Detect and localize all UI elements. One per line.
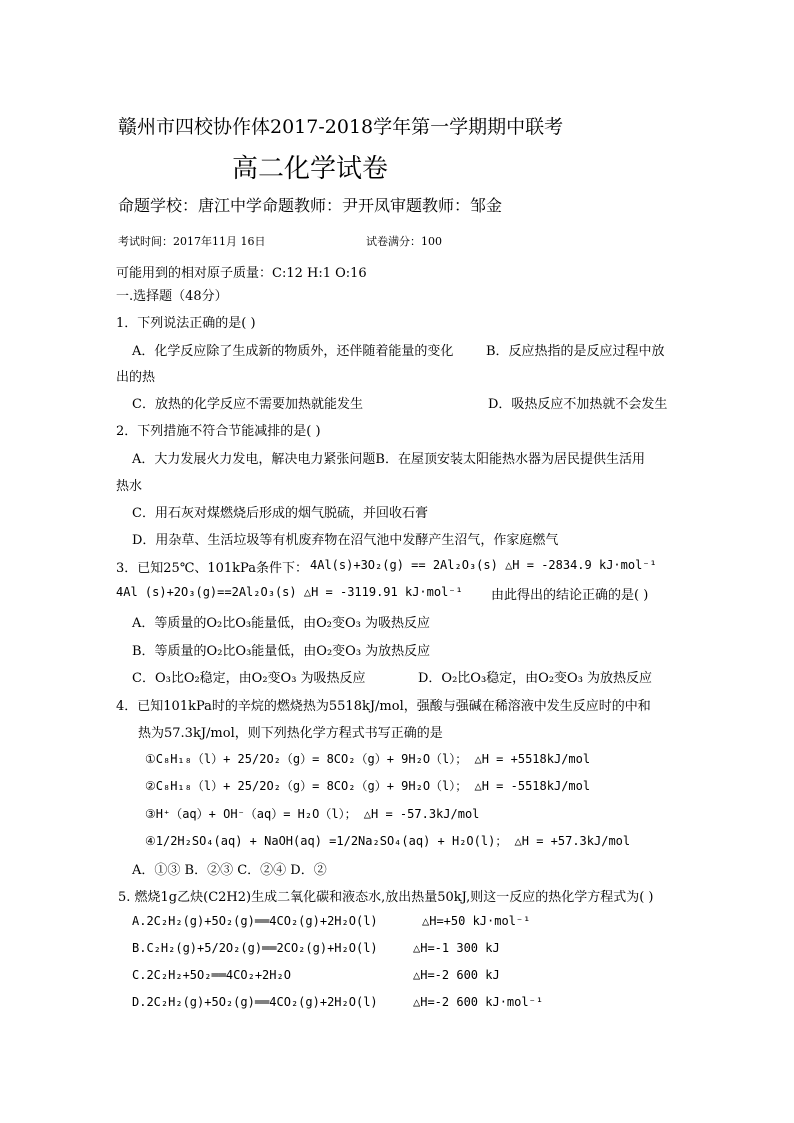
q4-equation-1: ①C₈H₁₈（l）+ 25/2O₂（g）= 8CO₂（g）+ 9H₂O（l）； △H = +5518kJ/mol <box>145 752 591 766</box>
q1-option-a: A．化学反应除了生成新的物质外，还伴随着能量的变化 <box>132 344 454 359</box>
exam-time: 考试时间：2017年11月 16日 <box>118 235 266 248</box>
q3-option-b: B．等质量的O₂比O₃能量低，由O₂变O₃ 为放热反应 <box>132 644 431 659</box>
q4-stem: 4．已知101kPa时的辛烷的燃烧热为5518kJ/mol，强酸与强碱在稀溶液中发生反应时的中和 <box>116 699 651 714</box>
full-score: 试卷满分：100 <box>366 235 442 248</box>
q5-stem: 5. 燃烧1g乙炔(C2H2)生成二氧化碳和液态水,放出热量50kJ,则这一反应的热化学方程式为( ) <box>118 890 654 905</box>
q5-option-a-enthalpy: △H=+50 kJ·mol⁻¹ <box>422 914 531 928</box>
q4-choices: A．①③ B．②③ C．②④ D．② <box>132 863 327 878</box>
q3-option-d: D．O₂比O₃稳定，由O₂变O₃ 为放热反应 <box>418 671 653 686</box>
q5-option-c-enthalpy: △H=-2 600 kJ <box>413 968 500 982</box>
q1-option-b: B．反应热指的是反应过程中放 <box>486 344 665 359</box>
section-heading: 一.选择题（48分） <box>116 289 228 304</box>
q3-equation-2: 4Al (s)+2O₃(g)==2Al₂O₃(s) △H = -3119.91 kJ·mol⁻¹ <box>116 585 463 599</box>
q2-option-d: D．用杂草、生活垃圾等有机废弃物在沼气池中发酵产生沼气，作家庭燃气 <box>132 533 559 548</box>
q3-stem-suffix: 由此得出的结论正确的是( ) <box>491 588 649 603</box>
q1-option-c: C．放热的化学反应不需要加热就能发生 <box>132 397 363 412</box>
exam-authors: 命题学校：唐江中学命题教师：尹开凤审题教师：邹金 <box>118 196 503 215</box>
q2-option-a: A．大力发展火力发电，解决电力紧张问题B．在屋顶安装太阳能热水器为居民提供生活用 <box>132 452 645 467</box>
q2-option-a-cont: 热水 <box>116 479 143 494</box>
q5-option-d-enthalpy: △H=-2 600 kJ·mol⁻¹ <box>413 995 544 1009</box>
q4-stem-cont: 热为57.3kJ/mol，则下列热化学方程式书写正确的是 <box>138 726 443 741</box>
q3-equation-1: 4Al(s)+3O₂(g) == 2Al₂O₃(s) △H = -2834.9 kJ·mol⁻¹ <box>310 558 657 572</box>
exam-title-line2: 高二化学试卷 <box>232 154 389 184</box>
atomic-mass-note: 可能用到的相对原子质量：C:12 H:1 O:16 <box>116 266 367 281</box>
q2-option-c: C．用石灰对煤燃烧后形成的烟气脱硫，并回收石膏 <box>132 506 428 521</box>
q1-option-b-cont: 出的热 <box>116 370 156 385</box>
q5-option-c-equation: C.2C₂H₂+5O₂══4CO₂+2H₂O <box>132 968 291 982</box>
q1-stem: 1．下列说法正确的是( ) <box>116 316 256 331</box>
exam-title-line1: 赣州市四校协作体2017-2018学年第一学期期中联考 <box>118 116 564 138</box>
q4-equation-2: ②C₈H₁₈（l）+ 25/2O₂（g）= 8CO₂（g）+ 9H₂O（l）； △H = -5518kJ/mol <box>145 779 591 793</box>
q1-option-d: D．吸热反应不加热就不会发生 <box>488 397 668 412</box>
q3-option-c: C．O₃比O₂稳定，由O₂变O₃ 为吸热反应 <box>132 671 366 686</box>
q2-stem: 2．下列措施不符合节能减排的是( ) <box>116 424 321 439</box>
q5-option-a-equation: A.2C₂H₂(g)+5O₂(g)══4CO₂(g)+2H₂O(l) <box>132 914 378 928</box>
q4-equation-3: ③H⁺（aq）+ OH⁻（aq）= H₂O（l）； △H = -57.3kJ/mol <box>145 807 480 821</box>
q3-option-a: A．等质量的O₂比O₃能量低，由O₂变O₃ 为吸热反应 <box>132 616 430 631</box>
q5-option-b-enthalpy: △H=-1 300 kJ <box>413 941 500 955</box>
q3-stem-prefix: 3．已知25℃、101kPa条件下： <box>116 561 308 576</box>
q5-option-b-equation: B.C₂H₂(g)+5/2O₂(g)══2CO₂(g)+H₂O(l) <box>132 941 378 955</box>
q4-equation-4: ④1/2H₂SO₄(aq) + NaOH(aq) =1/2Na₂SO₄(aq) + H₂O(l)； △H = +57.3kJ/mol <box>145 834 631 848</box>
q5-option-d-equation: D.2C₂H₂(g)+5O₂(g)══4CO₂(g)+2H₂O(l) <box>132 995 378 1009</box>
